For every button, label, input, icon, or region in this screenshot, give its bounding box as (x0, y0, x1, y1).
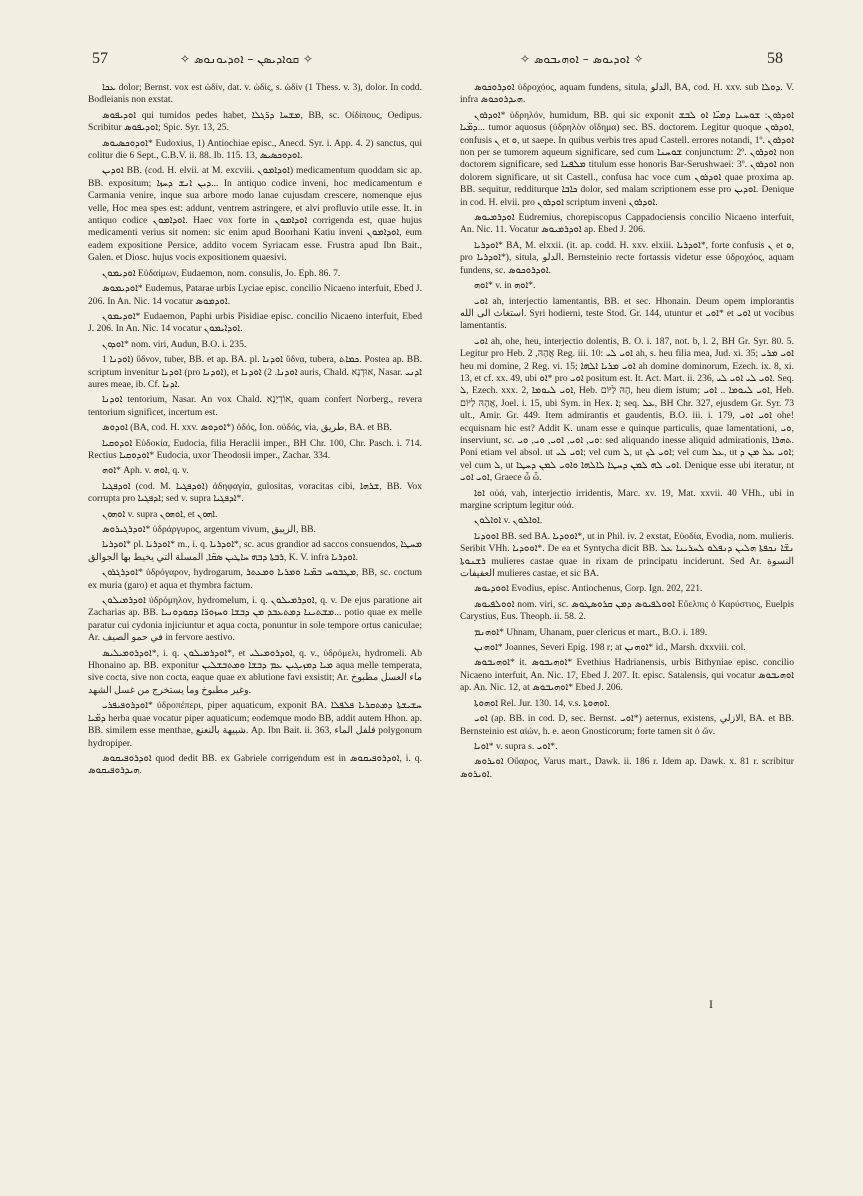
dictionary-entry: ܐܘܘܕܝܘܣ Evodius, episc. Antiochenus, Corp. Ign. 202, 221. (474, 583, 703, 595)
dictionary-entry: ܐܘܕܪܡܝܠܘܢ ὑδρόμηλον, hydromelum, i. q. ܐܘܕܪܡܝܠܘܢ, q. v. De ejus paratione ait Zacharias ap. BB. ܡܫܬܝܢܐ ܕܡܬܥܒܕ ܡܢ ܕܒܫܐ ܘܚܙܘܪ̈ܐ ܕܩܘܕܘܢܝܐ... potio quae ex melle paratur cui cydonia injiciuntur et aqua cocta, ponuntur in sole tempore ortus caniculae; Ar. في حمو الصيف in fervore aestivo. (88, 595, 422, 644)
dictionary-entry: ܐܘܐܠܘܢ v. ܐܘܐܠܘܢ. (474, 515, 543, 527)
dictionary-entry: ܐܘܗܘܢ v. supra ܐܘܗܘܢ, et ܐܗܘܢ. (102, 508, 218, 520)
left-page-number: 57 (92, 50, 108, 67)
dictionary-entry: ܐܘܘܕܝܐ BB. sed BA. ܐܘܘܕܝܐ*, ut in Phil. iv. 2 exstat, Εὐοδία, Evodia, nom. mulieris. Seribit VHh. ܐܘܘܕܝܐ*. De ea et Syntycha dicit BB. ܢܫ̈ܐ ܢܟܦܬܐ ܗܠܝܢ ܕܢܦܠܘ ܠܚܪܝܢܐ ܥܠ ܪܫܢܘܬܐ mulieres castae quae in rixam de principatu inciderunt. Sed Ar. النسوة العفيفات mulieres castae, et sic BA. (460, 530, 794, 580)
page-header (0, 48, 863, 70)
right-column (460, 82, 794, 784)
dictionary-entry: ܐܘܕܪܘܦܝܦܪܝ* ὑδροπέπερι, piper aquaticum, exponit BA. ܚܫܝܫܬܐ ܕܡܬܩܪܝܐ ܦܠܦܠܐ ܕܡ̈ܝܐ herba quae vocatur piper aquaticum; eodemque modo BB, addit autem Hhon. ap. BB. similem esse menthae, شبيهة بالنعنع. Ap. Ibn Bait. ii. 363, فلفل الماء polygonum hydropiper. (88, 700, 422, 749)
signature-mark: I (709, 997, 713, 1011)
dictionary-entry: ܐܘܘܠܦܝܘܣ nom. viri, sc. ܐܘܘܠܦܝܘܣ ܕܡܢ ܩܪܘܣܛܘܣ Εὔελπις ὁ Καρύστιος, Euelpis Carystius, Eus. Theoph. ii. 58. 2. (460, 598, 794, 623)
dictionary-entry: ܐܘܕܝܡܘܣ* Eudemus, Patarae urbis Lyciae episc. concilio Nicaeno interfuit, Ebed J. 206. In An. Nic. 14 vocatur ܐܘܕܡܘܣ. (88, 283, 422, 307)
dictionary-entry: ܐܘܕܘܣ (BA, cod. H. xxv. ܐܘܕܘܣ*) ὁδός, Ion. οὐδός, via, طريق, BA. et BB. (102, 422, 392, 434)
dictionary-entry: ܐܘܕܪܘܢ* ὑδρηλόν, humidum, BB. qui sic exponit ܐܘܕܪܘܢ: ܫܘܚܢܐ ܕܡܝ̈ܐ ܐܘ ܠܒܫ ܕܡ̈ܝܐ... tumor aquosus (ὑδρηλὸν οἴδημα) sec. BS. doctorem. Legitur quoque ܐܘܕܪܘܢ, confusis ܢ et ܘ, ut saepe. In quibus verbis tres apud Castell. errores notandi, 1º. ܐܘܕܪܘܢ non per se tumorem aqueum significare, sed cum ܫܘܚܢܐ conjunctum: 2º. ܐܘܕܪܘܢ non doctorem significare, sed ܡܠܦܢܐ titulum esse honoris Bar-Serushwaei: 3º. ܐܘܕܪܘܢ non dolorem significare, ut sit Castell., confusa hac voce cum ܐܘܕܪܘܢ quae proxima ap. BB. sequitur, redditurque ܟܐܒܐ dolor, sed malam scriptionem esse pro ܐܘܕܝܢ. Denique in cod. H. elvii. pro ܐܘܕܪܘܢ scriptum inveni ܐܘܕܪܘܢ. (460, 109, 795, 208)
dictionary-entry: ܐܘܕܪܝܐ* BA, M. elxxii. (it. ap. codd. H. xxv. elxiii. ܐܘܕܪܝܐ*, forte confusis ܢ et ܘ, pro ܐܘܕܪܝܐ*), situla, الدلو. Bernsteinio recte fortassis videtur esse ὑδροχόος, aquam fundens, sc. ܐܘܕܪܘܟܘܣ. (460, 239, 795, 276)
dictionary-entry: ܐܘܝ ah, interjectio lamentantis, BB. et sec. Hhonain. Deum opem implorantis استغاث الى الله. Syri hodierni, teste Stod. Gr. 144, utuntur et ܐܘܝ* et ܐܘܝ ut vocibus lamentantis. (460, 295, 794, 332)
dictionary-entry: ܐܘܝܪܘܣ Οὔαρος, Varus mart., Dawk. ii. 186 r. Idem ap. Dawk. x. 81 r. scribitur ܐܘܝܪܘܣ. (460, 756, 794, 780)
dictionary-entry: ܐܘܗܘܬܐ Rel. Jur. 130. 14, v.s. ܐܘܗܘܬܐ. (474, 697, 610, 709)
dictionary-entry: ܐܘܕܪܝܐ* pl. ܐܘܕܪܝܐ* m., i. q. ܐܘܕܪܝܐ*, sc. acus grandior ad saccos consuendos, ܡܚܛܐ ܪܒܬܐ ܕܒܗ ܚܐܛܝܢ ܣܩ̈ܐ, المسلة التي يخيط بها الجوالق, K. V. infra ܐܘܕܪܝܐ. (88, 539, 422, 563)
dictionary-entry: ܐܘܗܝܒܘܣ* it. ܐܘܗܝܒܘܣ* Evethius Hadrianensis, urbis Bithyniae episc. concilio Nicaeno interfuit, An. Nic. 17, Ebed J. 207. It. episc. Satalensis, qui vocatur ܐܘܗܝܒܘܣ ap. An. Nic. 12, at ܐܘܗܝܒܘܣ* Ebed J. 206. (460, 657, 794, 694)
dictionary-entry: ܐܘܗܢܢ* Joannes, Severi Epig. 198 r; at ܐܘܗܢܢ* id., Marsh. dxxviii. col. (474, 642, 746, 654)
dictionary-entry: ܐܘܕܪܘܡܝܠܝܣ*, i. q. ܐܘܕܪܡܝܠܘܢ*, et ܐܘܕܪܘܡܝܠܝ, q. v., ὑδρόμελι, hydromeli. Ab Hhonaino ap. BB. exponitur ܡܝܐ ܕܡܙܝܓܝܢ ܥܡ ܕܒܫܐ ܘܡܬܒܫܠܝܢ aqua melle temperata, sive cocta, sive non cocta, eaque quae ex ablutione favi exsistit; Ar. ماء العسل مطبوخ وغير مطبوخ وما يستخرج من غسل الشهد. (88, 647, 423, 696)
dictionary-entry: ܐܘܕܝܢ BB. (cod. H. elvii. at M. excviii. ܐܘܕܐܡܘܢ) medicamentum quoddam sic ap. BB. expositum; ܕܝܢ ܐܢܫ ܕܚܙܐ... In antiquo codice inveni, hoc medicamentum e Carmania venire, inque sua arbore modo lanae cujusdam crescere, nomenque ejus velle, Hoc mea spes est: addunt, ventrem astringere, et alvi profluvio utile esse. It. in antiquo codice ܐܘܕܐܡܘܢ. Haec vox forte in ܐܘܕܐܡܘܢ corrigenda est, quae hujus medicamenti verius sit nomen: sic enim apud Boorhani Katiu inveni ܐܘܕܐܡܘܢ, eum eadem expositione Persice, addito vocem Syriacam esse. Frustra apud Ibn Bait., Galen. et Diosc. hujus vocis expositionem quaesivi. (88, 165, 422, 264)
right-page-number: 58 (767, 50, 783, 67)
dictionary-entry: ܐܘܕܘܟܣܝܘܣ* Eudoxius, 1) Antiochiae episc., Anecd. Syr. i. App. 4. 2) sanctus, qui colitur die 6 Sept., C.B.V. ii. 88. Ib. 115. 13, ܐܘܕܘܟܣܝܣ. (88, 137, 422, 162)
dictionary-entry: ܐܘܕܘܩܝܐ Εὐδοκία, Eudocia, filia Heraclii imper., BH Chr. 100, Chr. Pasch. i. 714. Rectius ܐܘܕܘܩܝܐ* Eudocia, uxor Theodosii imper., Zachar. 334. (88, 437, 422, 461)
dictionary-entry: ܐܘܕܪܡܝܘܣ Eudremius, chorepiscopus Cappadociensis concilio Nicaeno interfuit, An. Nic. 11. Vocatur ܐܘܕܪܡܝܘܣ ap. Ebed J. 206. (460, 212, 794, 236)
dictionary-entry: ܐܘܕܪܓܪܘܢ* ὑδρόγαρον, hydrogarum, ܡܛܒܘܚ ܒܡ̈ܝܐ ܘܡܪܝܐ ܘܡܥܬܪ, BB, sc. coctum ex muria (garo) et aqua et thymbra factum. (88, 567, 423, 591)
left-running-head: ✧ ܩܘܐܕܝܣܢ – ܐܘܕܝܘܢܘܣ ✧ (180, 52, 313, 66)
dictionary-entry: ܥܟܐ dolor; Bernst. vox est ὠδίν, dat. v. ὠδίς, s. ὠδίν (1 Thess. v. 3), dolor. In codd. Bodleianis non exstat. (88, 82, 422, 106)
dictionary-entry: ܐܘܗܢܡ* Uhnam, Uhanam, puer clericus et mart., B.O. i. 189. (474, 626, 708, 638)
dictionary-entry: ܐܘܐ οὐά, vah, interjectio irridentis, Marc. xv. 19, Mat. xxvii. 40 VHh., ubi in margine scriptum legitur οὐά. (460, 487, 794, 511)
left-column (88, 82, 422, 781)
dictionary-entry: ܐܘܕܪܘܟܘܣ ὑδροχόος, aquam fundens, situla, الدلو, BA, cod. H. xxv. sub ܕܘܠܐ. V. infra ܗܝܕܪܘܟܘܣ. (460, 82, 795, 106)
dictionary-entry: ܐܘܗ* Aph. v. ܐܘܗ, q. v. (102, 465, 189, 477)
dictionary-entry: ܐܘܗ* v. in ܐܘܗ*. (474, 280, 536, 292)
dictionary-entry: ܐܘܕܝܡܘܢ* Eudaemon, Paphi urbis Pisidiae episc. concilio Nicaeno interfuit, Ebed J. 206. In An. Nic. 14 vocatur ܐܘܕܐܝܡܘܢ. (88, 310, 422, 335)
dictionary-entry: ܐܘܕܘܢ* nom. viri, Audun, B.O. i. 235. (102, 338, 247, 350)
dictionary-entry: ܐܘܝ (ap. BB. in cod. D, sec. Bernst. ܐܘܝ*) aeternus, existens, الازلي, BA. et BB. Bernsteinio est αἰών, h. e. aeon Gnosticorum; forte tamen sit ὁ ὤν. (460, 713, 794, 737)
dictionary-entry: ܐܘܕܢܐ 1) ὕδνον, tuber, BB. et ap. BA. pl. ܐܘܕܢܐ ὕδνα, tubera, ܟܡܐܬ. Postea ap. BB. scriptum invenitur ܐܘܕܢܐ (pro ܐܘܕܢܐ), et ܐܘܕܢܐ. 2) ܐܘܕܢܐ auris, Chald. אוּדְנָא, Nasar. ܐܕܢܝ aures meae, ib. Cf. ܐܕܢܐ. (88, 354, 422, 390)
dictionary-entry: ܐܘܕܪܓܝܪܘܣ* ὑδράργυρος, argentum vivum, الزيبق, BB. (102, 524, 316, 535)
dictionary-entry: ܐܘܝܐ* v. supra s. ܐܘܝ*. (474, 740, 558, 752)
dictionary-entry: ܐܘܕܦܓܝܐ (cod. M. ܐܘܕܦܓܝܐ) ἀδηφαγία, gulositas, voracitas cibi, ܫܪܗܐ, BB. Vox corrupta pro ܐܕܦܓܝܐ; sed v. supra ܐܕܦܓܝܐ*. (88, 480, 422, 505)
dictionary-entry: ܐܘܝ ah, ohe, heu, interjectio dolentis, B. O. i. 187, not. b, l. 2, BH Gr. Syr. 80. 5. Legitur pro Heb. אֲהָהּ, 2 Reg. iii. 10: ܐܘܝ ܠܝ ah, s. heu filia mea, Jud. xi. 35; ܐܘܝ ܡܪܝ heu mi domine, 2 Reg. vi. 15; ܐܘܝ ܡܪܝܐ ܐܠܗܐ ah domine dominorum, Ezech. ix. 8, xi. 13, et cf. xx. 49, ubi ܐܘ* pro ܐܘܝ positum est. It. Act. Mart. ii. 236, ܐܘܝ ܠܝ ܐܘܝ ܠܝ. Seq. ܠ, Ezech. xxx. 2, ܐܘܝ ܠܝܘܡܐ, Heb. הָהּ לַיּוֹם, heu diem istum; ܐܘܝ ܠܝܘܡܐ .. ܐܘܝ, Heb. אֲהָהּ לַיּוֹם, Joel. i. 15, ubi Sym. in Hex. ܐ; seq. ܥܠ, BH Chr. 327, ejusdem Gr. Syr. 73 ult., Amir. Gr. 449. Item admirantis et gaudentis, B.O. iii. i. 179, ܐܘܝ ܐܘܝ ohe! ecquisnam hic est? Addit K. unam esse e quinque particulis, quae lamentationi, ܘܝ, inserviunt, sc. ܘܝ, ܐܘܝ, ܐܘܝ, ܘܝ, ܘܝ: sed aliquando inesse aliquid admirationis, ܬܗܪܐ. Poni etiam vel absol. ut ܐܘܝ ܠܝ; vel cum ܠ, ut ܐܘܝ ܠܟ; vel cum ܥܠ, ut ܐܘܝ ܥܠ ܡܢ ܕ; vel cum ܠ, ut ܐܘܝ ܠܗ ܠܡܢ ܕܚܛܐ ܠܐܠܗܐ ܘܐܘܝ ܠܡܢ ܕܚܛܐ. Denique esse ubi iteratur, nt ܐܘܝ ܐܘܝ, Graece ὦ ὦ. (460, 335, 795, 484)
right-running-head: ✧ ܐܘܕܝܘܣ – ܐܘܗܝܒܘܣ ✧ (520, 52, 644, 66)
dictionary-entry: ܐܘܕܪܘܦܝܩܘܣ quod dedit BB. ex Gabriele corrigendum est in ܐܘܕܪܘܦܝܩܘܣ, i. q. ܗܝܕܪܘܦܝܩܘܣ. (88, 752, 422, 777)
dictionary-entry: ܐܘܕܝܡܘܢ Εὐδαίμων, Eudaemon, nom. consulis, Jo. Eph. 86. 7. (102, 267, 341, 279)
dictionary-entry: ܐܘܕܝܦܘܣ qui tumidos pedes habet, ܡܫܚܐ ܕܪ̈ܓܠܐ, BB, sc. Οἰδίπους, Oedipus. Scribitur ܐܘܕܝܦܘܣ; Spic. Syr. 13, 25. (88, 109, 423, 134)
dictionary-entry: ܐܘܕܢܐ tentorium, Nasar. An vox Chald. אוֹדְיָנָא, quam confert Norberg., revera tentorium significet, incertum est. (88, 394, 423, 418)
